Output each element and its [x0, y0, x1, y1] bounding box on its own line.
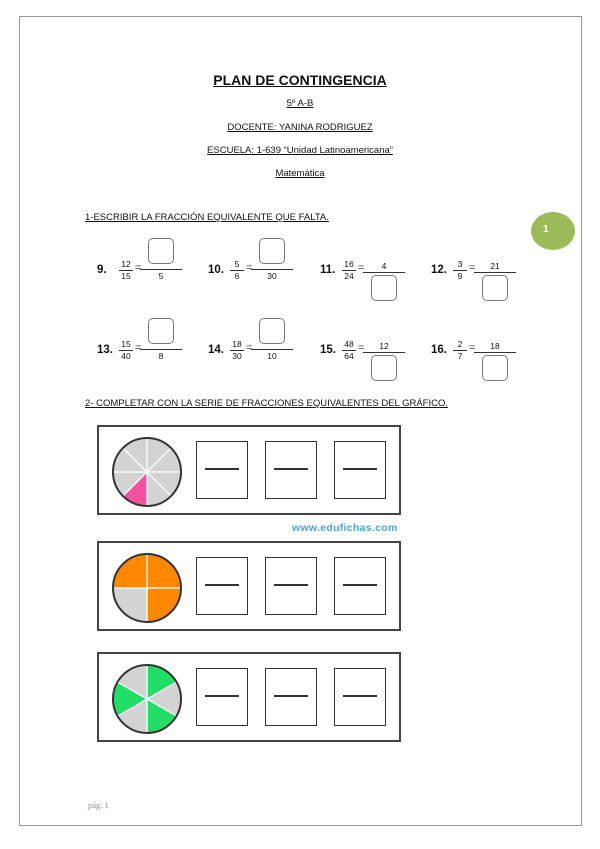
fraction-problem: [431, 318, 541, 378]
answer-input-box[interactable]: [259, 318, 285, 344]
fraction-numerator: 2: [453, 340, 467, 351]
page-number-badge: 1: [531, 212, 575, 250]
given-fraction: [453, 260, 467, 280]
fraction-bar: [363, 272, 405, 273]
fraction-bar: [251, 349, 293, 350]
page-footer: pág. 1: [88, 800, 109, 810]
given-fraction: [342, 340, 356, 360]
answer-input-box[interactable]: [259, 238, 285, 264]
problem-number: 10.: [208, 264, 224, 276]
fraction-denominator: 64: [344, 350, 354, 361]
fraction-numerator: 16: [342, 260, 356, 271]
answer-box[interactable]: [334, 668, 386, 726]
answer-box[interactable]: [334, 441, 386, 499]
grade-line: 5º A-B: [286, 98, 314, 109]
fraction-panel: [97, 541, 401, 631]
equals-sign: =: [135, 342, 142, 354]
answer-input-box[interactable]: [371, 355, 397, 381]
given-numerator: 12: [379, 341, 389, 351]
fraction-denominator: 40: [121, 350, 131, 361]
fraction-numerator: 5: [230, 260, 244, 271]
document-title: PLAN DE CONTINGENCIA: [213, 72, 387, 88]
given-fraction: [230, 260, 244, 280]
answer-input-box[interactable]: [148, 238, 174, 264]
given-fraction: [119, 340, 133, 360]
given-numerator: 21: [490, 261, 500, 271]
pie-chart: [111, 552, 183, 624]
given-denominator: 10: [267, 351, 277, 361]
fraction-problem: [320, 318, 430, 378]
fraction-bar: [140, 349, 182, 350]
given-denominator: 30: [267, 271, 277, 281]
answer-input-box[interactable]: [482, 275, 508, 301]
equals-sign: =: [358, 262, 365, 274]
fraction-panel: [97, 652, 401, 742]
fraction-bar: [474, 272, 516, 273]
equals-sign: =: [358, 342, 365, 354]
problem-number: 16.: [431, 344, 447, 356]
fraction-denominator: 24: [344, 270, 354, 281]
given-fraction: [119, 260, 133, 280]
problem-number: 13.: [97, 344, 113, 356]
answer-box[interactable]: [265, 557, 317, 615]
problem-number: 9.: [97, 264, 107, 276]
answer-input-box[interactable]: [482, 355, 508, 381]
fraction-bar: [363, 352, 405, 353]
watermark: www.edufichas.com: [292, 522, 398, 534]
fraction-denominator: 6: [234, 270, 240, 281]
pie-chart: [111, 663, 183, 735]
fraction-problem: [208, 318, 318, 378]
section1-heading: 1-ESCRIBIR LA FRACCIÓN EQUIVALENTE QUE FALTA.: [85, 212, 329, 223]
fraction-problem: [97, 318, 207, 378]
equals-sign: =: [469, 342, 476, 354]
fraction-bar: [140, 269, 182, 270]
problem-number: 14.: [208, 344, 224, 356]
subject-line: Matemática: [275, 168, 325, 179]
equals-sign: =: [135, 262, 142, 274]
fraction-panel: [97, 425, 401, 515]
answer-box[interactable]: [196, 557, 248, 615]
fraction-problem: [97, 238, 207, 298]
problem-number: 11.: [320, 264, 336, 276]
fraction-bar: [251, 269, 293, 270]
teacher-line: DOCENTE: YANINA RODRIGUEZ: [227, 122, 373, 133]
fraction-denominator: 9: [457, 270, 463, 281]
school-line: ESCUELA: 1-639 “Unidad Latinoamericana”: [207, 145, 393, 156]
given-denominator: 8: [158, 351, 164, 361]
fraction-bar: [474, 352, 516, 353]
answer-box[interactable]: [334, 557, 386, 615]
section2-heading: 2- COMPLETAR CON LA SERIE DE FRACCIONES EQUIVALENTES DEL GRÁFICO.: [85, 398, 449, 409]
fraction-denominator: 30: [232, 350, 242, 361]
given-numerator: 18: [490, 341, 500, 351]
answer-box[interactable]: [196, 441, 248, 499]
fraction-problem: [208, 238, 318, 298]
given-denominator: 5: [158, 271, 164, 281]
equals-sign: =: [469, 262, 476, 274]
given-numerator: 4: [381, 261, 387, 271]
fraction-denominator: 15: [121, 270, 131, 281]
equals-sign: =: [246, 262, 253, 274]
given-fraction: [230, 340, 244, 360]
fraction-numerator: 18: [230, 340, 244, 351]
fraction-numerator: 3: [453, 260, 467, 271]
answer-box[interactable]: [265, 441, 317, 499]
fraction-numerator: 15: [119, 340, 133, 351]
given-fraction: [453, 340, 467, 360]
answer-input-box[interactable]: [148, 318, 174, 344]
equals-sign: =: [246, 342, 253, 354]
given-fraction: [342, 260, 356, 280]
answer-box[interactable]: [196, 668, 248, 726]
fraction-denominator: 7: [457, 350, 463, 361]
problem-number: 12.: [431, 264, 447, 276]
fraction-problem: [320, 238, 430, 298]
problem-number: 15.: [320, 344, 336, 356]
answer-box[interactable]: [265, 668, 317, 726]
fraction-numerator: 12: [119, 260, 133, 271]
answer-input-box[interactable]: [371, 275, 397, 301]
pie-chart: [111, 436, 183, 508]
fraction-problem: [431, 238, 541, 298]
fraction-numerator: 48: [342, 340, 356, 351]
